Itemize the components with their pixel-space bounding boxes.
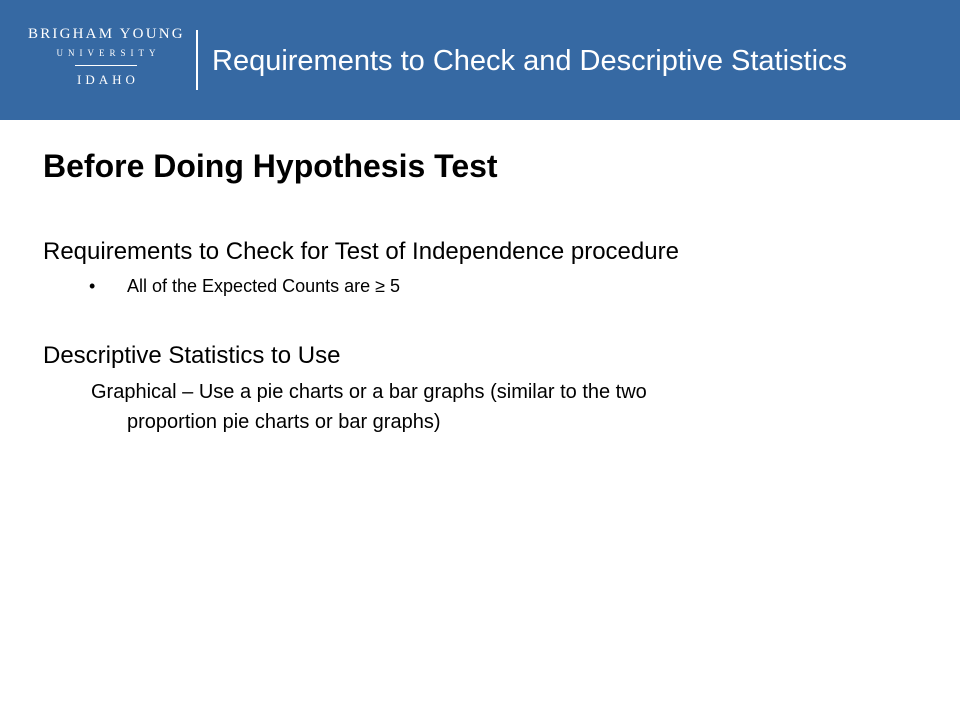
bullet-text: All of the Expected Counts are ≥ 5	[127, 276, 401, 296]
requirements-bullet-item	[89, 275, 400, 297]
logo-rule	[75, 65, 137, 66]
requirements-heading: Requirements to Check for Test of Independence procedure	[43, 238, 679, 265]
descriptive-body-line1: Graphical – Use a pie charts or a bar graphs (similar to the two	[91, 381, 647, 403]
descriptive-heading: Descriptive Statistics to Use	[43, 342, 341, 369]
logo-line-university: UNIVERSITY	[56, 48, 161, 58]
university-logo	[28, 24, 184, 88]
descriptive-body	[91, 377, 891, 437]
descriptive-body-line2: proportion pie charts or bar graphs)	[127, 411, 441, 433]
logo-line-idaho: IDAHO	[77, 72, 139, 87]
bullet-marker: •	[89, 276, 96, 296]
header-divider	[196, 30, 198, 90]
header-title: Requirements to Check and Descriptive Statistics	[212, 45, 848, 77]
logo-line-brigham-young: BRIGHAM YOUNG	[28, 26, 185, 42]
header-banner	[0, 0, 960, 120]
slide-title: Before Doing Hypothesis Test	[43, 148, 498, 184]
